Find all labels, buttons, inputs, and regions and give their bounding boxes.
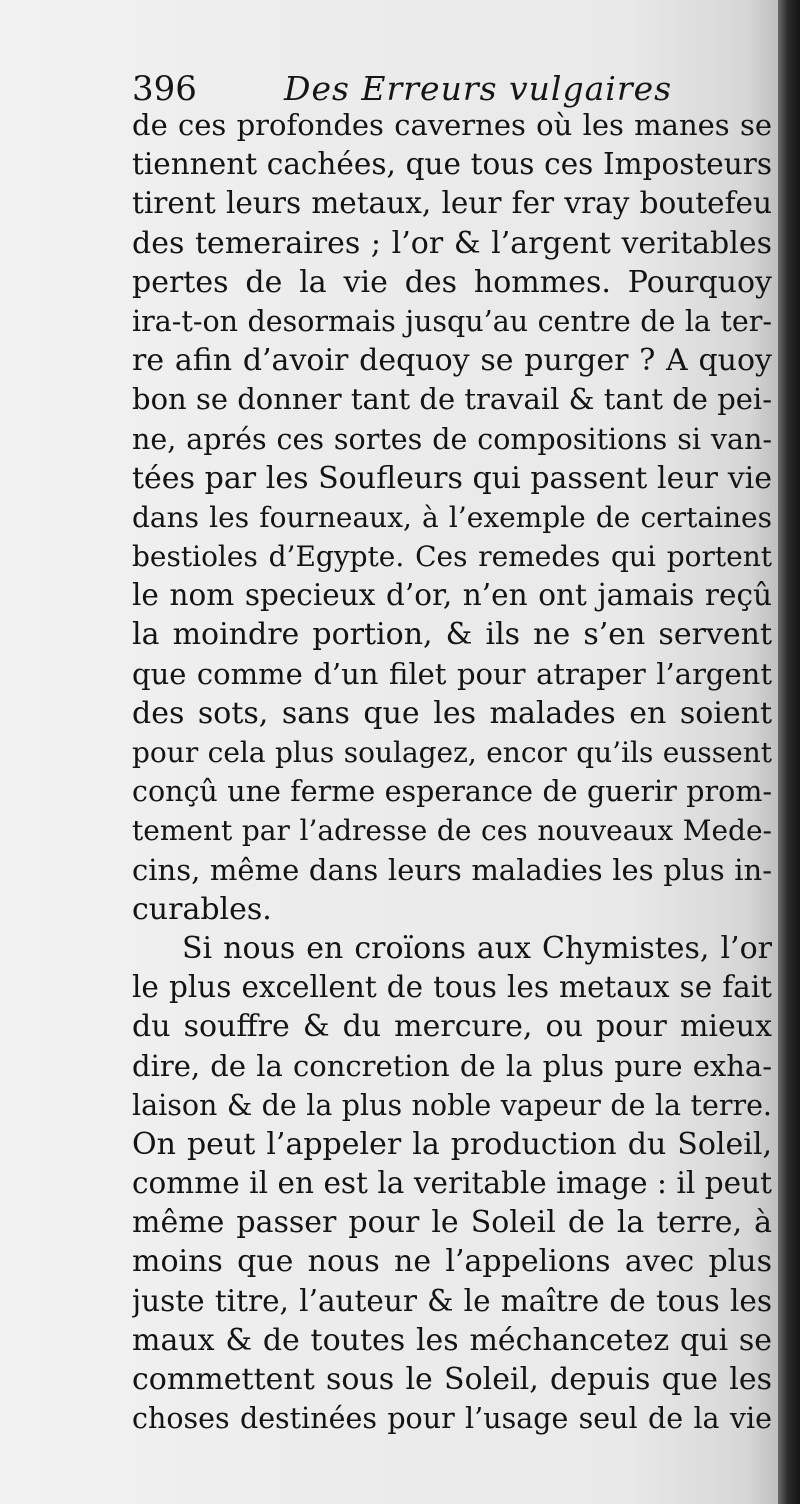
body-text xyxy=(132,106,772,1438)
text-line: tiennent cachées, que tous ces Imposteurs xyxy=(132,147,772,182)
text-line: curables. xyxy=(132,891,272,927)
text-line: choses destinées pour l’usage seul de la vie xyxy=(132,1402,772,1436)
text-line: ira-t-on desormais jusqu’au centre de la ter- xyxy=(132,304,772,338)
text-line: dans les fourneaux, à l’exemple de certaines xyxy=(132,500,772,534)
paragraph-start-line: Si nous en croïons aux Chymistes, l’or xyxy=(182,930,772,966)
text-line: commettent sous le Soleil, depuis que les xyxy=(132,1362,772,1397)
text-line: que comme d’un filet pour atraper l’argent xyxy=(132,656,772,691)
text-line: du souffre & du mercure, ou pour mieux xyxy=(132,1009,772,1045)
text-line: bestioles d’Egypte. Ces remedes qui portent xyxy=(132,540,772,574)
text-line: des sots, sans que les malades en soient xyxy=(132,695,772,731)
text-line: le plus excellent de tous les metaux se fait xyxy=(132,970,772,1005)
text-line: pertes de la vie des hommes. Pourquoy xyxy=(132,264,772,300)
text-line: conçû une ferme esperance de guerir prom- xyxy=(132,775,772,809)
text-line: juste titre, l’auteur & le maître de tous les xyxy=(132,1283,772,1318)
text-line: des temeraires ; l’or & l’argent veritables xyxy=(132,225,772,261)
book-gutter-shadow xyxy=(778,0,800,1504)
text-line: même passer pour le Soleil de la terre, à xyxy=(132,1205,772,1241)
text-line: bon se donner tant de travail & tant de pei- xyxy=(132,382,772,417)
running-title: Des Erreurs vulgaires xyxy=(284,69,673,108)
text-line: On peut l’appeler la production du Soleil, xyxy=(132,1126,772,1162)
text-line: cins, même dans leurs maladies les plus in- xyxy=(132,852,772,887)
text-line: tées par les Soufleurs qui passent leur vie xyxy=(132,460,772,496)
text-line: moins que nous ne l’appelions avec plus xyxy=(132,1244,772,1280)
text-line: la moindre portion, & ils ne s’en servent xyxy=(132,617,772,653)
text-line: tement par l’adresse de ces nouveaux Mede- xyxy=(132,814,772,848)
text-line: comme il en est la veritable image : il peut xyxy=(132,1166,772,1201)
text-line: ne, aprés ces sortes de compositions si van- xyxy=(132,422,772,456)
text-line: de ces profondes cavernes où les manes se xyxy=(132,108,772,142)
text-line: laison & de la plus noble vapeur de la terre. xyxy=(132,1088,772,1122)
text-line: le nom specieux d’or, n’en ont jamais reçû xyxy=(132,578,772,613)
text-line: maux & de toutes les méchancetez qui se xyxy=(132,1322,772,1358)
text-line: pour cela plus soulagez, encor qu’ils eussent xyxy=(132,736,772,769)
text-line: dire, de la concretion de la plus pure exha- xyxy=(132,1048,772,1083)
text-line: tirent leurs metaux, leur fer vray boutefeu xyxy=(132,186,772,221)
page-number: 396 xyxy=(132,69,197,109)
text-line: re afin d’avoir dequoy se purger ? A quoy xyxy=(132,343,772,379)
